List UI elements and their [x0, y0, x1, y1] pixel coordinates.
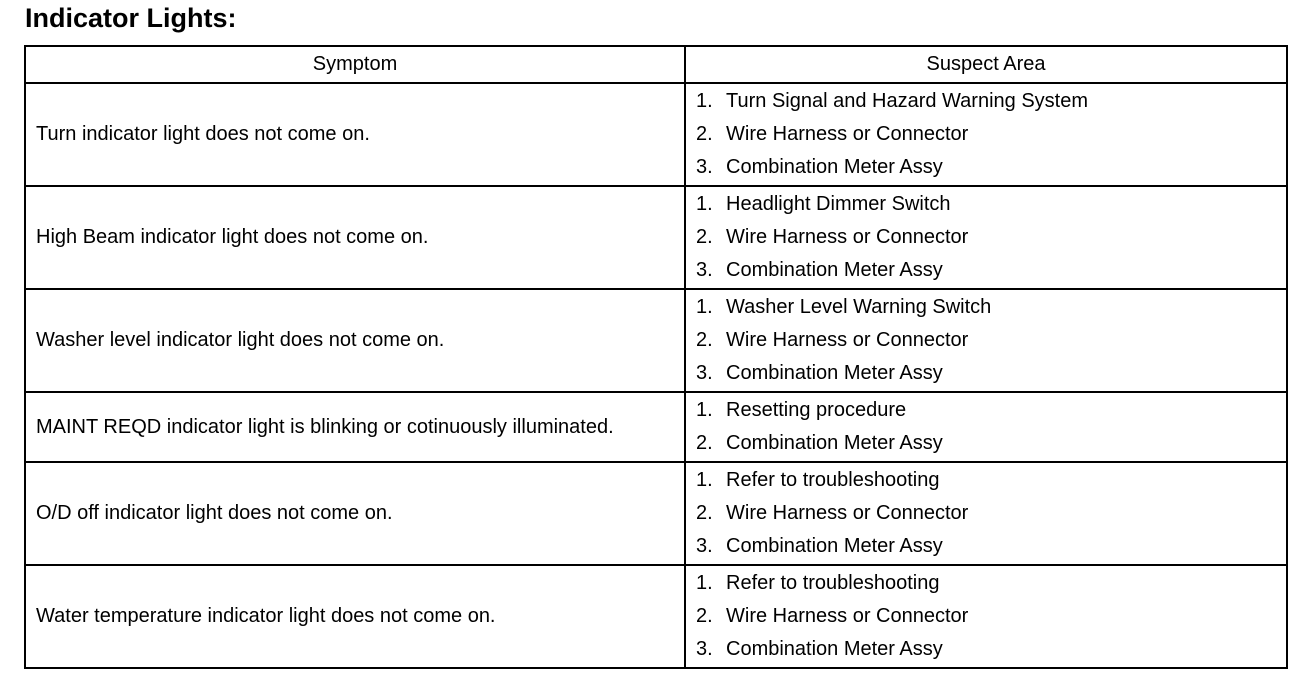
suspect-number: 3.: [696, 638, 713, 660]
suspect-item: [696, 118, 1286, 151]
table-row: [25, 565, 1287, 668]
suspect-number: 1.: [696, 296, 713, 318]
symptom-cell: Turn indicator light does not come on.: [25, 83, 685, 186]
suspect-number: 2.: [696, 226, 713, 248]
suspect-list: [696, 464, 1286, 563]
table-row: [25, 392, 1287, 462]
suspect-item: [696, 497, 1286, 530]
table-header-row: [25, 46, 1287, 83]
header-symptom: Symptom: [25, 46, 685, 83]
suspect-text: Combination Meter Assy: [726, 432, 943, 454]
suspect-item: [696, 151, 1286, 184]
table-row: [25, 289, 1287, 392]
suspect-item: [696, 464, 1286, 497]
suspect-area-cell: [685, 83, 1287, 186]
symptom-cell: MAINT REQD indicator light is blinking or cotinuously illuminated.: [25, 392, 685, 462]
symptom-table-container: [24, 45, 1286, 669]
suspect-text: Combination Meter Assy: [726, 156, 943, 178]
suspect-item: [696, 633, 1286, 666]
suspect-item: [696, 600, 1286, 633]
suspect-number: 1.: [696, 399, 713, 421]
suspect-number: 1.: [696, 572, 713, 594]
suspect-number: 2.: [696, 329, 713, 351]
table-row: [25, 83, 1287, 186]
suspect-number: 3.: [696, 362, 713, 384]
suspect-text: Combination Meter Assy: [726, 638, 943, 660]
suspect-item: [696, 394, 1286, 427]
suspect-list: [696, 188, 1286, 287]
suspect-text: Wire Harness or Connector: [726, 502, 969, 524]
suspect-number: 1.: [696, 90, 713, 112]
suspect-text: Wire Harness or Connector: [726, 123, 969, 145]
suspect-list: [696, 394, 1286, 460]
suspect-area-cell: [685, 565, 1287, 668]
suspect-text: Wire Harness or Connector: [726, 605, 969, 627]
suspect-number: 2.: [696, 432, 713, 454]
symptom-cell: O/D off indicator light does not come on.: [25, 462, 685, 565]
symptom-cell: Water temperature indicator light does not come on.: [25, 565, 685, 668]
suspect-number: 3.: [696, 535, 713, 557]
suspect-text: Refer to troubleshooting: [726, 572, 940, 594]
suspect-text: Combination Meter Assy: [726, 535, 943, 557]
suspect-item: [696, 291, 1286, 324]
suspect-number: 2.: [696, 502, 713, 524]
suspect-area-cell: [685, 289, 1287, 392]
suspect-text: Headlight Dimmer Switch: [726, 193, 951, 215]
suspect-item: [696, 427, 1286, 460]
page-title: Indicator Lights:: [25, 3, 237, 33]
suspect-item: [696, 221, 1286, 254]
suspect-text: Wire Harness or Connector: [726, 329, 969, 351]
suspect-number: 1.: [696, 469, 713, 491]
suspect-list: [696, 85, 1286, 184]
suspect-item: [696, 567, 1286, 600]
suspect-item: [696, 85, 1286, 118]
suspect-text: Combination Meter Assy: [726, 362, 943, 384]
suspect-item: [696, 188, 1286, 221]
suspect-area-cell: [685, 392, 1287, 462]
suspect-item: [696, 530, 1286, 563]
suspect-number: 3.: [696, 259, 713, 281]
suspect-list: [696, 567, 1286, 666]
suspect-number: 3.: [696, 156, 713, 178]
suspect-text: Refer to troubleshooting: [726, 469, 940, 491]
suspect-text: Combination Meter Assy: [726, 259, 943, 281]
suspect-number: 2.: [696, 605, 713, 627]
suspect-list: [696, 291, 1286, 390]
suspect-item: [696, 324, 1286, 357]
suspect-text: Washer Level Warning Switch: [726, 296, 992, 318]
symptom-cell: Washer level indicator light does not come on.: [25, 289, 685, 392]
suspect-number: 1.: [696, 193, 713, 215]
symptom-table: [24, 45, 1288, 669]
suspect-area-cell: [685, 462, 1287, 565]
suspect-text: Turn Signal and Hazard Warning System: [726, 90, 1089, 112]
header-suspect-area: Suspect Area: [685, 46, 1287, 83]
suspect-item: [696, 254, 1286, 287]
suspect-item: [696, 357, 1286, 390]
symptom-cell: High Beam indicator light does not come on.: [25, 186, 685, 289]
suspect-number: 2.: [696, 123, 713, 145]
suspect-text: Wire Harness or Connector: [726, 226, 969, 248]
table-row: [25, 186, 1287, 289]
suspect-area-cell: [685, 186, 1287, 289]
suspect-text: Resetting procedure: [726, 399, 907, 421]
table-row: [25, 462, 1287, 565]
